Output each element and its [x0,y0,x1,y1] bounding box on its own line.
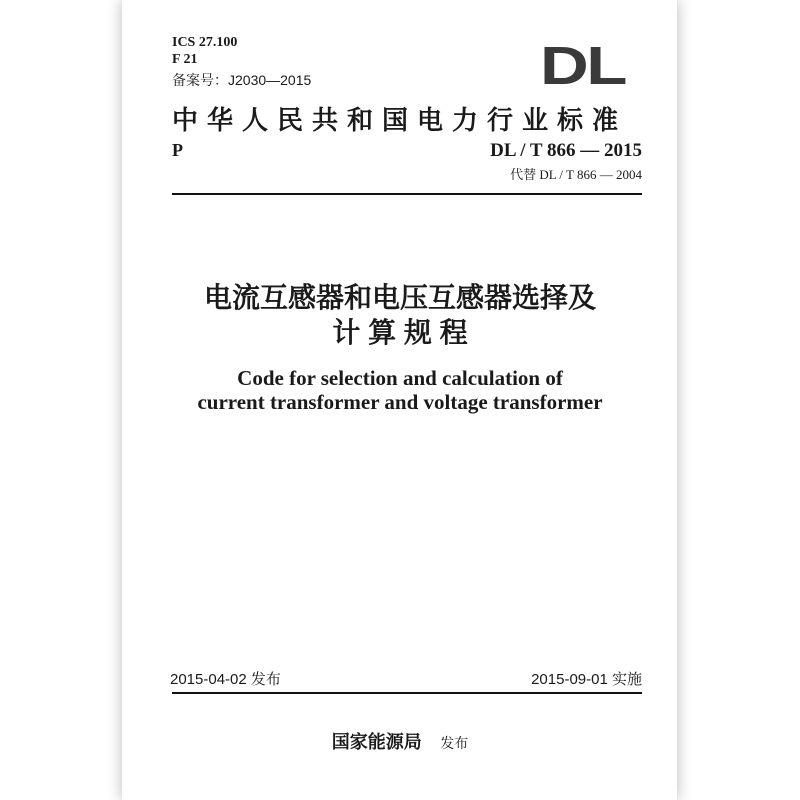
dl-logo: DL [540,36,625,96]
effective-date: 2015-09-01 实施 [531,671,642,688]
title-zh-line1: 电流互感器和电压互感器选择及 [203,282,596,313]
filing-number: 备案号：J2030—2015 [172,72,312,88]
standard-number: DL / T 866 — 2015 [490,140,642,161]
title-en-line1: Code for selection and calculation of [237,366,563,390]
publisher-line [0,728,800,754]
p-mark: P [172,140,183,160]
publisher-name: 国家能源局 [331,732,422,752]
footer-divider [172,692,642,694]
ics-code: ICS 27.100 [172,35,238,50]
title-en-line2: current transformer and voltage transformer [197,390,603,414]
standard-category: 中华人民共和国电力行业标准 [172,106,628,135]
replaces-standard: 代替 DL / T 866 — 2004 [510,167,642,182]
publisher-suffix: 发布 [440,735,469,751]
publish-date: 2015-04-02 发布 [170,671,281,688]
title-zh-line2: 计 算 规 程 [332,317,468,348]
header-divider [172,193,642,195]
classification-code: F 21 [172,52,198,67]
